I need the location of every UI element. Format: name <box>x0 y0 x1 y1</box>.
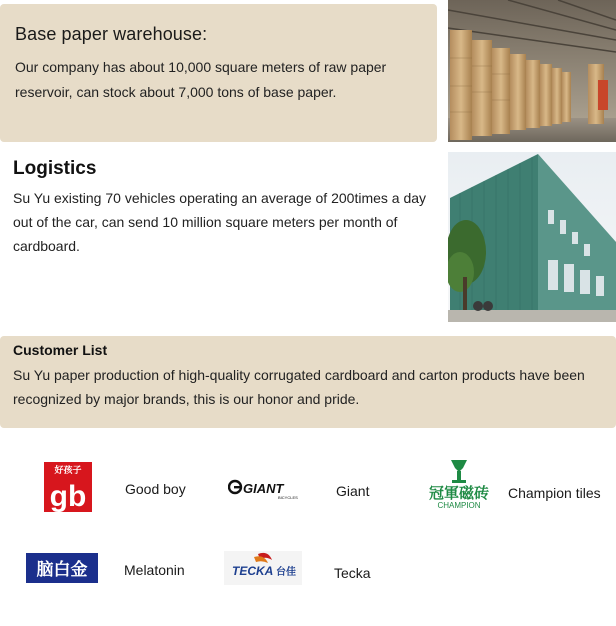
logistics-text-before: Su Yu existing 70 vehicles operating an average of <box>13 190 328 206</box>
warehouse-photo <box>448 0 616 142</box>
logistics-text-after: times a day out of the car, can send 10 million square meters per month of cardboard. <box>13 190 427 254</box>
customer-list-panel <box>0 336 616 428</box>
goodboy-logo-main: gb <box>49 480 87 512</box>
melatonin-logo-main: 脑白金 <box>36 560 88 580</box>
melatonin-logo <box>26 553 98 583</box>
factory-building-photo <box>448 152 616 322</box>
goodboy-logo-top: 好孩子 <box>54 466 82 476</box>
tecka-logo-cn: 台佳 <box>276 567 296 578</box>
brand-name-tecka: Tecka <box>334 565 371 581</box>
warehouse-description: Our company has about 10,000 square meters of raw paper reservoir, can stock about 7,000 tons of base paper. <box>15 59 387 100</box>
tecka-logo-main: TECKA <box>232 564 274 578</box>
warehouse-panel <box>0 4 437 142</box>
logistics-highlight-number: 200 <box>331 190 355 206</box>
giant-logo <box>228 478 302 500</box>
giant-logo-main: GIANT <box>243 481 284 496</box>
brand-name-champion: Champion tiles <box>508 485 601 501</box>
customer-list-title: Customer List <box>13 342 108 358</box>
tecka-logo <box>224 551 302 585</box>
brand-name-giant: Giant <box>336 483 370 499</box>
champion-logo <box>418 458 500 510</box>
brand-name-melatonin: Melatonin <box>124 562 185 578</box>
champion-logo-main: 冠軍磁砖 <box>428 484 490 502</box>
customer-list-description: Su Yu paper production of high-quality corrugated cardboard and carton products have been recognized by major brands, this is our honor and pride. <box>13 367 585 407</box>
logistics-description <box>13 186 441 258</box>
champion-logo-sub: CHAMPION <box>437 501 481 510</box>
logistics-title: Logistics <box>13 158 97 179</box>
brand-name-goodboy: Good boy <box>125 481 186 497</box>
warehouse-title: Base paper warehouse: <box>15 24 208 44</box>
giant-logo-sub: BICYCLES <box>278 495 298 500</box>
goodboy-logo <box>44 462 92 512</box>
